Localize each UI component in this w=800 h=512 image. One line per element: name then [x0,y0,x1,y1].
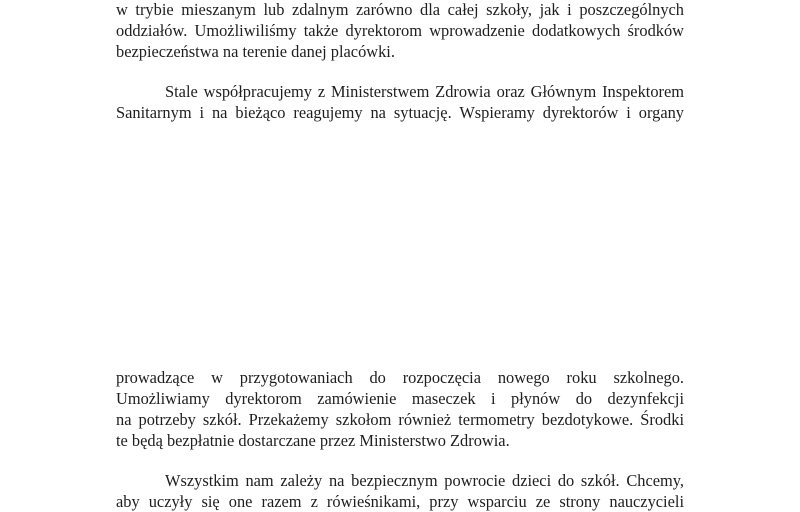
text-line: Wszystkim nam zależy na bezpiecznym powrocie dzieci do szkół. Chcemy, [165,471,684,490]
paragraph-safe-return [116,470,684,512]
paragraph-school-year-preparations [116,367,684,451]
text-line: Sanitarnym i na bieżąco reagujemy na sytuację. Wspieramy dyrektorów i organy [116,103,684,122]
paragraph-ministry-cooperation [116,81,684,123]
text-line: Umożliwiamy dyrektorom zamówienie maseczek i płynów do dezynfekcji [116,389,684,408]
paragraph-remote-learning [116,0,684,62]
text-line: bezpieczeństwa na terenie danej placówki. [116,42,395,61]
text-line: Stale współpracujemy z Ministerstwem Zdrowia oraz Głównym Inspektorem [165,82,684,101]
text-line: aby uczyły się one razem z rówieśnikami, przy wsparciu ze strony nauczycieli [116,492,684,511]
text-line: te będą bezpłatnie dostarczane przez Ministerstwo Zdrowia. [116,431,510,450]
text-line: w trybie mieszanym lub zdalnym zarówno dla całej szkoły, jak i poszczególnych [116,0,684,19]
text-line: oddziałów. Umożliwiliśmy także dyrektorom wprowadzenie dodatkowych środków [116,21,684,40]
text-line: na potrzeby szkół. Przekażemy szkołom również termometry bezdotykowe. Środki [116,410,684,429]
text-line: prowadzące w przygotowaniach do rozpoczęcia nowego roku szkolnego. [116,368,684,387]
